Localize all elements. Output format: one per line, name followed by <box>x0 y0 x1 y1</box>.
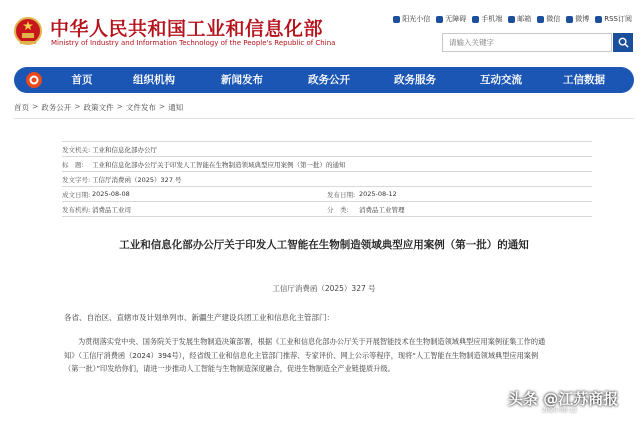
main-nav <box>14 67 634 93</box>
nav-logo[interactable] <box>14 67 54 93</box>
document-meta-table <box>62 141 592 217</box>
national-emblem-icon[interactable] <box>14 15 42 47</box>
mail-icon <box>508 16 515 23</box>
util-weibo[interactable] <box>566 14 589 24</box>
util-label: 微信 <box>546 15 561 23</box>
utility-bar <box>393 14 632 24</box>
meta-row-title <box>62 157 592 172</box>
search-icon <box>618 37 629 48</box>
meta-category-value: 消费品工业管理 <box>359 205 405 214</box>
document-body <box>64 335 604 376</box>
mobile-icon <box>472 16 479 23</box>
nav-item-organization[interactable]: 组织机构 <box>133 74 175 86</box>
watermark-date: 2025-08-12 <box>542 407 577 414</box>
meta-org-value: 消费品工业司 <box>92 205 131 214</box>
breadcrumb-item[interactable]: 通知 <box>168 103 184 112</box>
site-header <box>0 0 640 66</box>
util-label: 微博 <box>575 15 590 23</box>
body-line: （第一批）”印发给你们，请进一步推动人工智能与生物制造深度融合，促进生物制造全产业链提质升级。 <box>64 364 395 373</box>
breadcrumb-item[interactable]: 政务公开 <box>41 103 72 112</box>
breadcrumb-item[interactable]: 文件发布 <box>125 103 156 112</box>
site-subtitle: Ministry of Industry and Information Technology of the People's Republic of China <box>51 39 336 47</box>
rss-icon <box>595 16 602 23</box>
util-mobile[interactable] <box>472 14 502 24</box>
nav-item-gov-services[interactable]: 政务服务 <box>394 74 436 86</box>
document-title: 工业和信息化部办公厅关于印发人工智能在生物制造领域典型应用案例（第一批）的通知 <box>119 239 529 251</box>
meta-row-dates <box>62 187 592 202</box>
util-label: RSS订阅 <box>604 15 632 23</box>
meta-published <box>327 190 592 199</box>
meta-label: 标 题: <box>62 160 84 169</box>
nav-item-gov-affairs[interactable]: 政务公开 <box>308 74 350 86</box>
site-title[interactable]: 中华人民共和国工业和信息化部 <box>50 18 324 40</box>
util-accessibility[interactable] <box>436 14 466 24</box>
sun-icon <box>393 16 400 23</box>
wechat-icon <box>537 16 544 23</box>
weibo-icon <box>566 16 573 23</box>
article-content <box>14 118 634 421</box>
meta-created <box>62 190 327 199</box>
breadcrumb-item[interactable]: 政策文件 <box>83 103 114 112</box>
meta-label: 发文字号: <box>62 175 91 184</box>
meta-org <box>62 205 327 214</box>
body-line: 知》（工信厅消费函（2024）394号），经省级工业和信息化主管部门推荐、专家评价、网上公示等程序，现将“人工智能在生物制造领域典型应用案例 <box>64 350 539 360</box>
search-button[interactable] <box>613 33 633 52</box>
document-addressee: 各省、自治区、直辖市及计划单列市、新疆生产建设兵团工业和信息化主管部门： <box>64 313 334 322</box>
util-label: 阳光小信 <box>402 15 431 23</box>
meta-row-org <box>62 202 592 217</box>
meta-doc-no: 工信厅消费函（2025）327 号 <box>92 175 182 184</box>
util-mail[interactable] <box>508 14 531 24</box>
meta-created-value: 2025-08-08 <box>92 189 130 198</box>
document-number: 工信厅消费函（2025）327 号 <box>272 284 376 293</box>
meta-label: 成文日期: <box>62 190 91 199</box>
meta-published-value: 2025-08-12 <box>359 189 397 198</box>
chevron-right-icon: > <box>74 102 81 111</box>
body-line: 为贯彻落实党中央、国务院关于发展生物制造决策部署，根据《工业和信息化部办公厅关于开展智能技术在生物制造领域典型应用案例征集工作的通 <box>78 337 546 346</box>
chevron-right-icon: > <box>116 102 123 111</box>
util-rss[interactable] <box>595 14 632 24</box>
meta-issuer: 工业和信息化部办公厅 <box>92 145 157 154</box>
meta-row-docno <box>62 172 592 187</box>
watermark: 头条 @江苏商报 <box>508 390 619 408</box>
breadcrumb <box>14 102 183 113</box>
util-label: 邮箱 <box>517 15 532 23</box>
meta-label: 分 类: <box>327 205 349 214</box>
breadcrumb-item[interactable]: 首页 <box>14 103 29 112</box>
meta-label: 发文机关: <box>62 145 91 154</box>
nav-item-interaction[interactable]: 互动交流 <box>480 74 522 86</box>
search-input[interactable] <box>442 33 612 52</box>
accessibility-icon <box>436 16 443 23</box>
ministry-logo-icon <box>25 71 43 89</box>
util-wechat[interactable] <box>537 14 560 24</box>
meta-title: 工业和信息化部办公厅关于印发人工智能在生物制造领域典型应用案例（第一批）的通知 <box>92 160 346 169</box>
meta-label: 发布日期: <box>327 190 356 199</box>
meta-category <box>327 205 592 214</box>
util-sunshine[interactable] <box>393 14 430 24</box>
chevron-right-icon: > <box>158 102 166 111</box>
nav-item-home[interactable]: 首页 <box>71 74 93 86</box>
nav-item-data[interactable]: 工信数据 <box>563 74 605 86</box>
util-label: 手机端 <box>481 15 503 23</box>
nav-item-news[interactable]: 新闻发布 <box>221 74 263 86</box>
chevron-right-icon: > <box>32 102 39 111</box>
util-label: 无障碍 <box>445 15 467 23</box>
meta-label: 发布机构: <box>62 205 91 214</box>
meta-row-issuer <box>62 142 592 157</box>
